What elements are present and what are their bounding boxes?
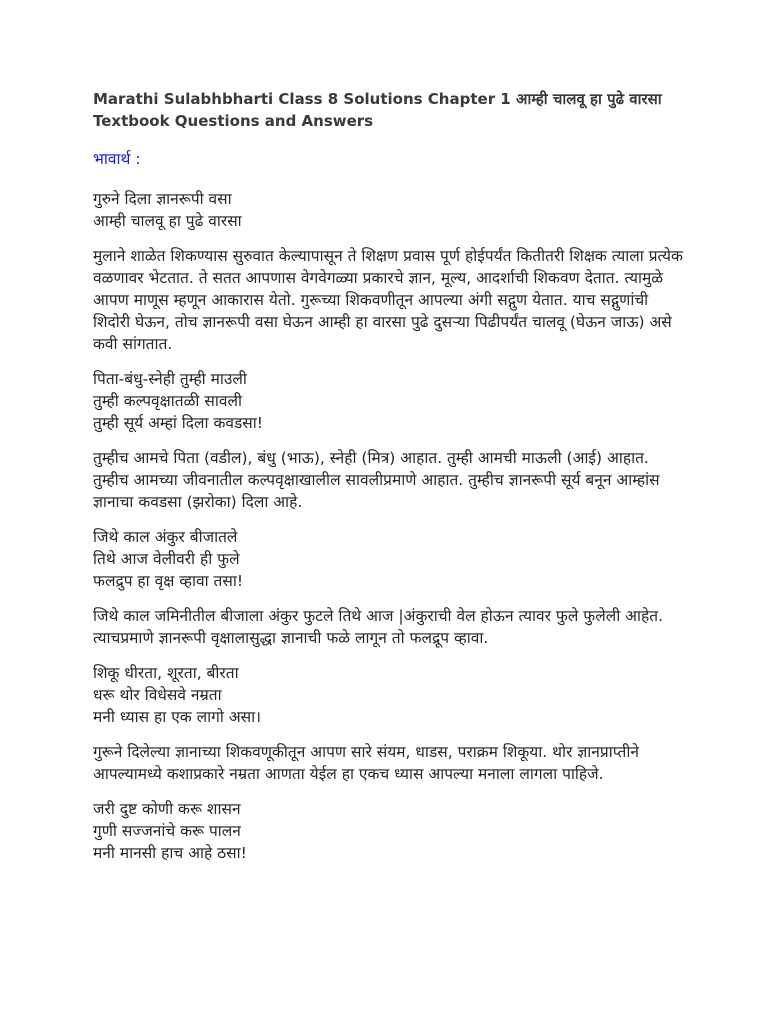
poem-stanza [93,526,683,592]
poem-line: जिथे काल अंकुर बीजातले [93,528,238,546]
poem-line: मनी मानसी हाच आहे ठसा! [93,844,247,862]
poem-line: मनी ध्यास हा एक लागो असा। [93,708,262,726]
poem-line: तिथे आज वेलीवरी ही फुले [93,550,240,568]
explanation-paragraph: गुरूने दिलेल्या ज्ञानाच्या शिकवणूकीतून आपण सारे संयम, धाडस, पराक्रम शिकूया. थोर ज्ञानप्राप्तीने आपल्यामध्ये कशाप्रकारे नम्रता आणता येईल हा एकच ध्यास आपल्या मनाला लागला पाहिजे. [93,743,639,783]
document-page [93,88,683,877]
explanation-paragraph: मुलाने शाळेत शिकण्यास सुरुवात केल्यापासून ते शिक्षण प्रवास पूर्ण होईपर्यंत कितीतरी शिक्षक त्याला प्रत्येक वळणावर भेटतात. ते सतत आपणास वेगवेगळ्या प्रकारचे ज्ञान, मूल्य, आदर्शाची शिकवण देतात. त्यामुळे आपण माणूस म्हणून आकारास येतो. गुरूच्या शिकवणीतून आपल्या अंगी सद्गुण येतात. याच सद्गुणांची शिदोरी घेऊन, तोच ज्ञानरूपी वसा घेऊन आम्ही हा वारसा पुढे दुसऱ्या पिढीपर्यंत चालवू (घेऊन जाऊ) असे कवी सांगतात. [93,247,683,353]
poem-line: तुम्ही सूर्य अम्हां दिला कवडसा! [93,414,263,432]
poem-line: धरू थोर विधेसवे नम्रता [93,686,222,704]
poem-line: गुणी सज्जनांचे करू पालन [93,822,241,840]
poem-stanza [93,798,683,864]
poem-line: आम्ही चालवू हा पुढे वारसा [93,212,242,230]
poem-line: शिकू धीरता, शूरता, बीरता [93,664,239,682]
explanation-paragraph: जिथे काल जमिनीतील बीजाला अंकुर फुटले तिथे आज |अंकुराची वेल होऊन त्यावर फुले फुलेली आहेत. त्याचप्रमाणे ज्ञानरूपी वृक्षालासुद्धा ज्ञानाची फळे लागून तो फलद्रूप व्हावा. [93,607,663,647]
poem-line: जरी दुष्ट कोणी करू शासन [93,800,241,818]
poem-stanza [93,662,683,728]
poem-stanza [93,188,683,232]
poem-stanza [93,368,683,434]
poem-line: फलद्रुप हा वृक्ष व्हावा तसा! [93,572,244,590]
page-title: Marathi Sulabhbharti Class 8 Solutions Chapter 1 आम्ही चालवू हा पुढे वारसा Textbook Questions and Answers [93,90,662,130]
explanation-paragraph: तुम्हीच आमचे पिता (वडील), बंधु (भाऊ), स्नेही (मित्र) आहात. तुम्ही आमची माऊली (आई) आहात. तुम्हीच आमच्या जीवनातील कल्पवृक्षाखालील सावलीप्रमाणे आहात. तुम्हीच ज्ञानरूपी सूर्य बनून आम्हांस ज्ञानाचा कवडसा (झरोका) दिला आहे. [93,449,660,511]
section-heading: भावार्थ : [93,150,141,168]
poem-line: पिता-बंधु-स्नेही तुम्ही माउली [93,370,247,388]
poem-line: तुम्ही कल्पवृक्षातळी सावली [93,392,242,410]
poem-line: गुरुने दिला ज्ञानरूपी वसा [93,190,232,208]
